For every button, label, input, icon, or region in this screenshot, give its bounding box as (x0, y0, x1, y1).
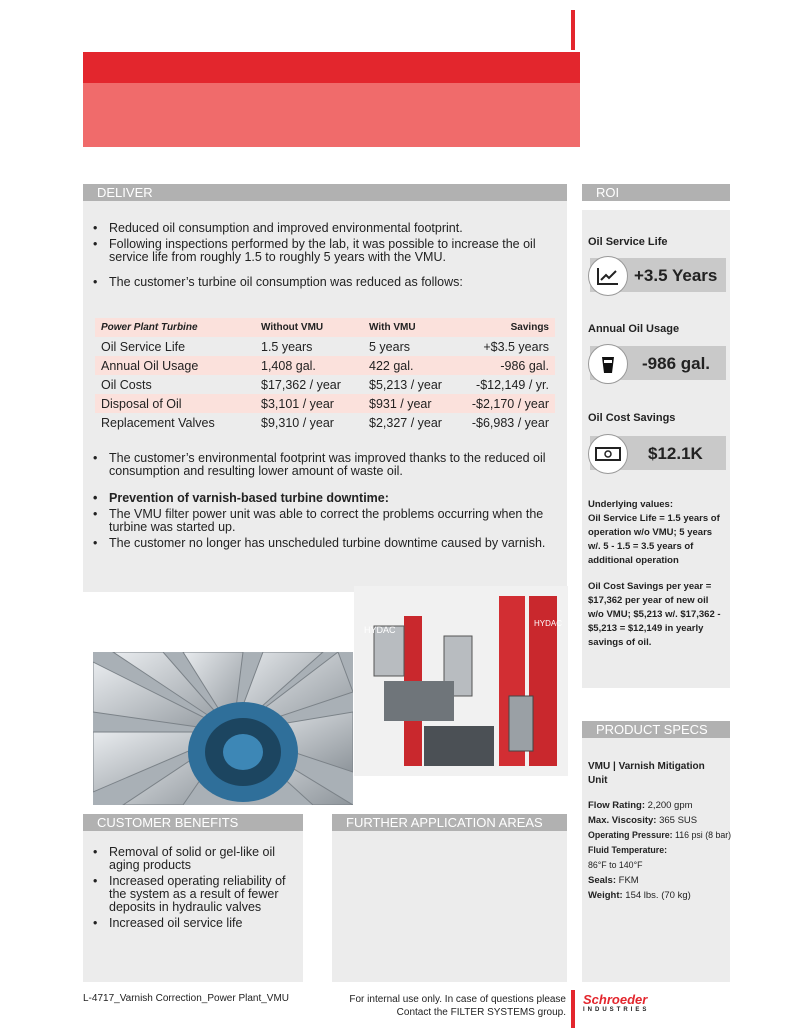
underlying-cost-savings: Oil Cost Savings per year = $17,362 per year of new oil w/o VMU; $5,213 w/. $17,362 - $5,213 = $12,149 in yearly savings of oil. (588, 581, 721, 648)
list-item: • Prevention of varnish-based turbine downtime: (93, 492, 555, 505)
logo-subtitle: INDUSTRIES (583, 1007, 650, 1013)
trend-chart-icon (588, 256, 628, 296)
list-item: • The VMU filter power unit was able to correct the problems occurring when the turbine was started up. (93, 508, 555, 534)
savings-table (95, 318, 555, 432)
table-cell: $931 / year (369, 396, 432, 411)
table-row (95, 337, 555, 356)
specs-heading: PRODUCT SPECS (582, 721, 730, 738)
list-item: • The customer’s turbine oil consumption was reduced as follows: (93, 276, 553, 289)
title-banner-top (83, 52, 580, 83)
column-header: Without VMU (261, 322, 324, 333)
table-cell: Oil Costs (101, 377, 152, 392)
spec-row: Flow Rating: 2,200 gpm (588, 800, 693, 811)
spec-row: Operating Pressure: 116 psi (8 bar) (588, 830, 732, 840)
underlying-title: Underlying values: (588, 499, 673, 510)
filter-brand-label: HYDAC (364, 625, 396, 635)
customer-benefits-list (93, 846, 293, 933)
table-cell: Replacement Valves (101, 415, 215, 430)
vertical-accent-line-lower (571, 990, 575, 1028)
table-cell: -$6,983 / year (471, 415, 549, 430)
deliver-heading: DELIVER (83, 184, 567, 201)
list-item: • Increased operating reliability of the system as a result of fewer deposits in hydraulic valves (93, 875, 293, 914)
turbine-photo (93, 652, 353, 805)
table-row (95, 375, 555, 394)
table-cell: $9,310 / year (261, 415, 334, 430)
table-cell: -$2,170 / year (471, 396, 549, 411)
roi-heading: ROI (582, 184, 730, 201)
list-item: • Removal of solid or gel-like oil aging products (93, 846, 293, 872)
spec-row: Weight: 154 lbs. (70 kg) (588, 890, 691, 901)
document-id: L-4717_Varnish Correction_Power Plant_VMU (83, 993, 290, 1004)
vertical-accent-line (571, 10, 575, 50)
further-application-panel (332, 830, 567, 982)
underlying-service-life: Oil Service Life = 1.5 years of operation w/o VMU; 5 years w/. 5 - 1.5 = 3.5 years of additional operation (588, 513, 720, 566)
table-cell: Annual Oil Usage (101, 358, 199, 373)
table-cell: $5,213 / year (369, 377, 442, 392)
title-banner (83, 83, 580, 147)
roi-value-service-life: +3.5 Years (634, 266, 718, 285)
spec-row: Fluid Temperature: (588, 845, 668, 855)
footer-note-line2: Contact the FILTER SYSTEMS group. (396, 1007, 566, 1018)
spec-row: 86°F to 140°F (588, 860, 643, 870)
table-row (95, 394, 555, 413)
further-application-heading: FURTHER APPLICATION AREAS (332, 814, 567, 831)
money-icon (588, 434, 628, 474)
table-cell: 5 years (369, 339, 410, 354)
spec-row: Seals: FKM (588, 875, 639, 886)
table-cell: $3,101 / year (261, 396, 334, 411)
table-cell: 1.5 years (261, 339, 313, 354)
logo-wordmark: Schroeder (583, 992, 648, 1007)
table-cell: Oil Service Life (101, 339, 186, 354)
column-header: With VMU (369, 322, 416, 333)
table-cell: +$3.5 years (483, 339, 549, 354)
column-header: Power Plant Turbine (101, 322, 198, 333)
roi-value-cost-savings: $12.1K (648, 444, 703, 463)
oil-barrel-icon (588, 344, 628, 384)
roi-label-service-life: Oil Service Life (588, 236, 668, 248)
specs-product: VMU | Varnish Mitigation Unit (588, 761, 705, 786)
spec-row: Max. Viscosity: 365 SUS (588, 815, 698, 826)
list-item: • Increased oil service life (93, 917, 293, 930)
roi-label-cost-savings: Oil Cost Savings (588, 412, 676, 424)
column-header: Savings (510, 322, 549, 333)
deliver-bullets-top (93, 222, 553, 292)
table-cell: Disposal of Oil (101, 396, 182, 411)
footer-note-line1: For internal use only. In case of questions please (349, 994, 566, 1005)
table-row (95, 356, 555, 375)
specs-list (588, 798, 732, 903)
filter-brand-label-2: HYDAC (534, 619, 563, 628)
schroeder-logo (583, 993, 653, 1013)
table-cell: $2,327 / year (369, 415, 442, 430)
table-header-row (95, 318, 555, 337)
list-item: • The customer no longer has unscheduled turbine downtime caused by varnish. (93, 537, 555, 550)
table-cell: 1,408 gal. (261, 358, 316, 373)
table-cell: 422 gal. (369, 358, 414, 373)
list-item: • Following inspections performed by the lab, it was possible to increase the oil service life from roughly 1.5 to roughly 5 years with the VMU. (93, 238, 553, 264)
table-cell: -$12,149 / yr. (476, 377, 549, 392)
filter-unit-photo (354, 586, 568, 776)
list-item: • Reduced oil consumption and improved environmental footprint. (93, 222, 553, 235)
table-cell: -986 gal. (500, 358, 549, 373)
customer-benefits-heading: CUSTOMER BENEFITS (83, 814, 303, 831)
roi-value-oil-usage: -986 gal. (642, 354, 711, 373)
list-item: • The customer’s environmental footprint was improved thanks to the reduced oil consumption and resulting lower amount of waste oil. (93, 452, 555, 478)
table-cell: $17,362 / year (261, 377, 341, 392)
roi-label-oil-usage: Annual Oil Usage (588, 323, 680, 335)
table-row (95, 413, 555, 432)
deliver-bullets-bottom (93, 452, 555, 553)
